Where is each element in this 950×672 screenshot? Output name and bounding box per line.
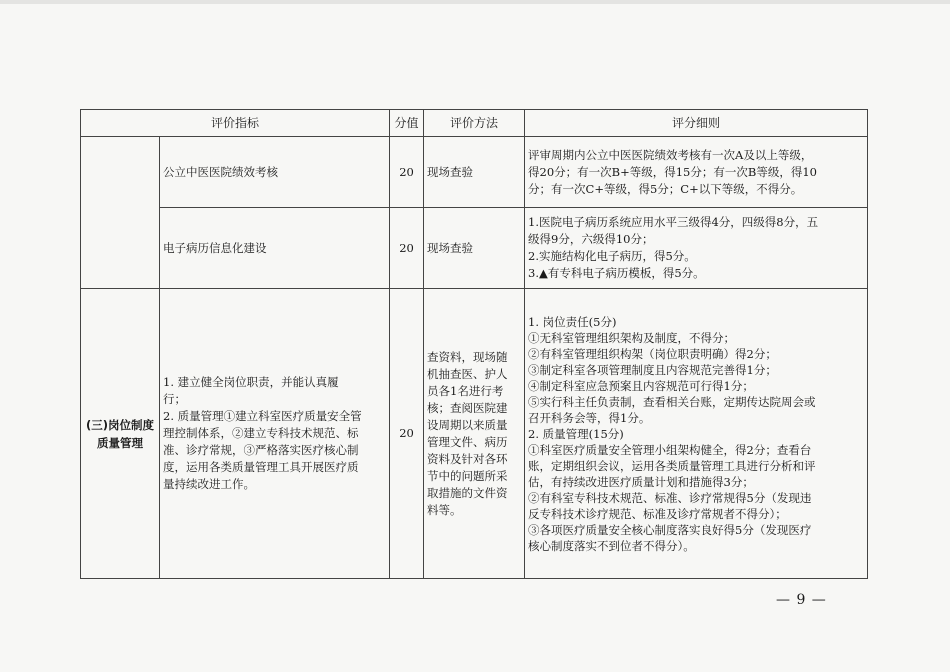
detail-line: 2. 质量管理(15分) (528, 426, 624, 441)
detail-line: 反专科技术诊疗规范、标准及诊疗常规者不得分）； (528, 506, 787, 521)
detail-line: 2.实施结构化电子病历，得5分。 (528, 249, 696, 263)
table-header-row (81, 110, 868, 137)
evaluation-table (80, 109, 868, 579)
detail-line: ①无科室管理组织架构及制度，不得分； (528, 330, 736, 345)
detail-line: ③各项医疗质量安全核心制度落实良好得5分（发现医疗 (528, 522, 812, 537)
indicator-cell: 公立中医医院绩效考核 (160, 137, 390, 208)
category-line: 质量管理 (97, 435, 143, 450)
detail-line: 评审周期内公立中医医院绩效考核有一次A及以上等级， (528, 147, 813, 162)
indicator-line: 准、诊疗常规，③严格落实医疗核心制 (163, 443, 359, 457)
method-line: 核；查阅医院建 (427, 400, 508, 415)
indicator-line: 行； (163, 392, 186, 406)
page-top-edge (0, 0, 950, 4)
table-row (81, 208, 868, 289)
detail-line: ①科室医疗质量安全管理小组架构健全，得2分；查看台 (528, 442, 812, 457)
header-indicator: 评价指标 (81, 110, 390, 137)
detail-line: ③制定科室各项管理制度且内容规范完善得1分； (528, 362, 777, 377)
method-line: 查资料，现场随 (427, 349, 508, 364)
detail-line: 分；有一次C+等级，得5分；C+以下等级，不得分。 (528, 181, 803, 196)
indicator-line: 理控制体系，②建立专科技术规范、标 (163, 426, 359, 440)
detail-line: ⑤实行科主任负责制，查看相关台账，定期传达院周会或 (528, 394, 816, 409)
method-line: 设周期以来质量 (427, 417, 508, 432)
detail-line: ④制定科室应急预案且内容规范可行得1分； (528, 378, 754, 393)
page-number: — 9 — (776, 592, 827, 608)
method-line: 取措施的文件资 (427, 485, 508, 500)
indicator-line: 度，运用各类质量管理工具开展医疗质 (163, 460, 359, 474)
score-cell: 20 (390, 208, 424, 289)
detail-line: 1.医院电子病历系统应用水平三级得4分，四级得8分，五 (528, 215, 819, 229)
detail-cell (525, 208, 868, 289)
method-cell (424, 289, 525, 579)
detail-line: 级得9分，六级得10分； (528, 232, 654, 246)
detail-line: 得20分；有一次B+等级，得15分；有一次B等级，得10 (528, 164, 817, 179)
detail-line: 3.▲有专科电子病历模板，得5分。 (528, 266, 705, 280)
score-cell: 20 (390, 289, 424, 579)
detail-line: 账，定期组织会议，运用各类质量管理工具进行分析和评 (528, 458, 816, 473)
category-cell-empty (81, 137, 160, 289)
method-line: 机抽查医、护人 (427, 366, 508, 381)
category-cell (81, 289, 160, 579)
score-cell: 20 (390, 137, 424, 208)
header-method: 评价方法 (424, 110, 525, 137)
detail-line: 召开科务会等，得1分。 (528, 410, 651, 425)
method-line: 员各1名进行考 (427, 383, 504, 398)
detail-line: 核心制度落实不到位者不得分）。 (528, 538, 695, 553)
method-line: 资料及针对各环 (427, 451, 508, 466)
indicator-line: 1. 建立健全岗位职责，并能认真履 (163, 375, 339, 389)
table-row (81, 289, 868, 579)
category-line: (三)岗位制度 (85, 417, 154, 432)
method-line: 节中的问题所采 (427, 468, 508, 483)
method-line: 料等。 (427, 502, 462, 517)
indicator-line: 2. 质量管理①建立科室医疗质量安全管 (163, 409, 362, 423)
detail-line: ②有科室管理组织构架（岗位职责明确）得2分； (528, 346, 777, 361)
detail-line: ②有科室专科技术规范、标准、诊疗常规得5分（发现违 (528, 490, 812, 505)
indicator-cell (160, 289, 390, 579)
indicator-line: 量持续改进工作。 (163, 477, 255, 491)
detail-cell (525, 137, 868, 208)
method-cell: 现场查验 (424, 208, 525, 289)
detail-cell (525, 289, 868, 579)
method-line: 管理文件、病历 (427, 434, 508, 449)
header-detail: 评分细则 (525, 110, 868, 137)
indicator-cell: 电子病历信息化建设 (160, 208, 390, 289)
header-score: 分值 (390, 110, 424, 137)
method-cell: 现场查验 (424, 137, 525, 208)
detail-line: 1. 岗位责任(5分) (528, 314, 617, 329)
detail-line: 估，有持续改进医疗质量计划和措施得3分； (528, 474, 754, 489)
table-row (81, 137, 868, 208)
